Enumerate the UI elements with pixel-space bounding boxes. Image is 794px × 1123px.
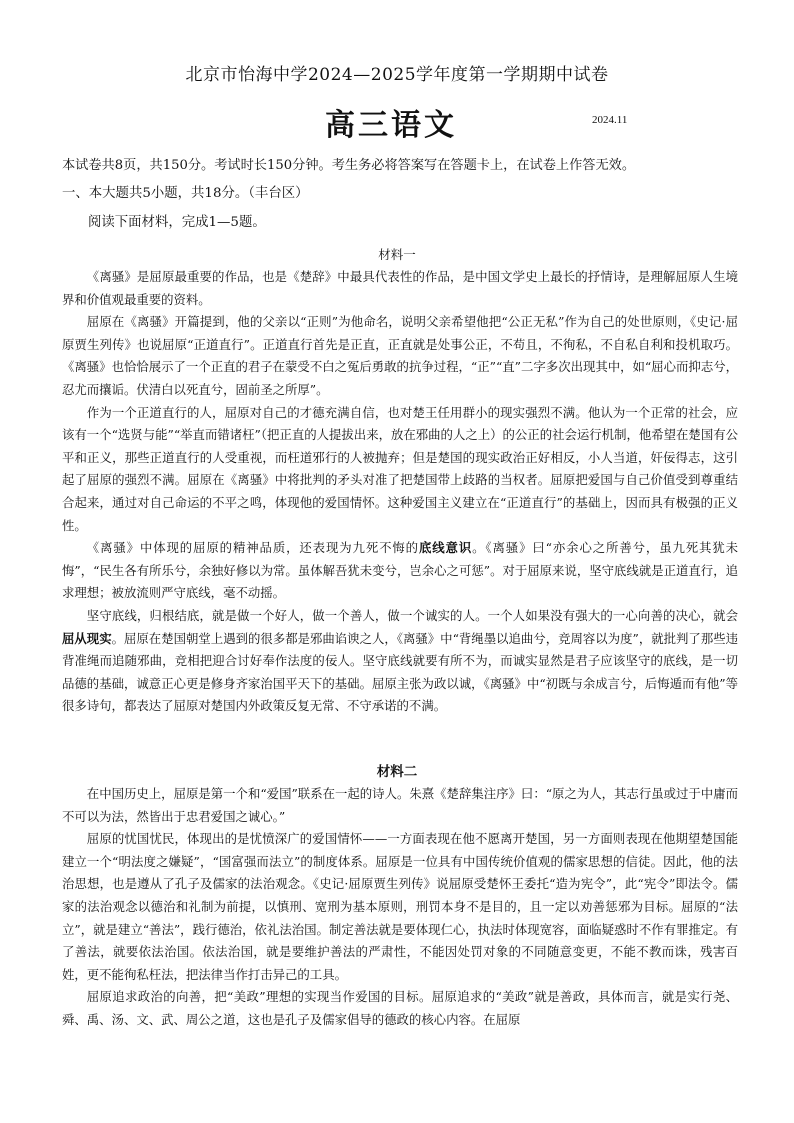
section-one-heading: 一、本大题共5小题，共18分。（丰台区） bbox=[62, 186, 309, 201]
reading-prompt: 阅读下面材料，完成1—5题。 bbox=[88, 215, 266, 230]
material-two-paragraph: 屈原的忧国忧民，体现出的是忧愤深广的爱国情怀——一方面表现在他不愿离开楚国，另一方面则表现在他期望楚国能建立一个“明法度之嫌疑”，“国富强而法立”的制度体系。屈原是一位具有中国传统价值观的儒家思想的信徒。因此，他的法治思想，也是遵从了孔子及儒家的法治观念。《史记·屈原贾生列传》说屈原受楚怀王委托“造为宪令”，此“宪令”即法令。儒家的法治观念以德治和礼制为前提，以慎刑、宽刑为基本原则，刑罚本身不是目的，且一定以劝善惩邪为目标。屈原的“法立”，就是建立“善法”，践行德治，依礼法治国。制定善法就是要体现仁心，执法时体现宽容，面临疑惑时不作有罪推定。有了善法，就要依法治国。依法治国，就是要维护善法的严肃性，不能因处罚对象的不同随意变更，不能不教而诛，残害百姓，更不能徇私枉法，把法律当作打击异己的工具。 bbox=[62, 831, 738, 982]
school-title: 北京市怡海中学2024—2025学年度第一学期期中试卷 bbox=[185, 65, 609, 85]
material-two-paragraph: 在中国历史上，屈原是第一个和“爱国”联系在一起的诗人。朱熹《楚辞集注序》曰：“原之为人，其志行虽或过于中庸而不可以为法，然皆出于忠君爱国之诚心。” bbox=[62, 786, 738, 824]
paragraph-text: 坚守底线，归根结底，就是做一个好人，做一个善人，做一个诚实的人。一个人如果没有强大的一心向善的决心，就会 bbox=[86, 607, 738, 623]
material-one-heading: 材料一 bbox=[378, 247, 416, 262]
material-one-body bbox=[62, 266, 738, 718]
material-one-paragraph: 屈原在《离骚》开篇提到，他的父亲以“正则”为他命名，说明父亲希望他把“公正无私”作为自己的处世原则，《史记·屈原贾生列传》也说屈原“正道直行”。正道直行首先是正直，正直就是处事公正，不苟且，不徇私，不自私自利和投机取巧。《离骚》也恰恰展示了一个正直的君子在蒙受不白之冤后勇敢的抗争过程，“正”“直”二字多次出现其中，如“屈心而抑志兮，忍尤而攘诟。伏清白以死直兮，固前圣之所厚”。 bbox=[62, 314, 738, 397]
material-one-paragraph: 《离骚》是屈原最重要的作品，也是《楚辞》中最具代表性的作品，是中国文学史上最长的抒情诗，是理解屈原人生境界和价值观最重要的资料。 bbox=[62, 269, 738, 307]
exam-date: 2024.11 bbox=[592, 114, 628, 126]
paragraph-text: 。《离骚》曰“亦余心之所善兮，虽九死其犹未悔”，“民生各有所乐兮，余独好修以为常。虽体解吾犹未变兮，岂余心之可惩”。对于屈原来说，坚守底线就是正道直行，追求理想；被放流则严守底线，毫不动摇。 bbox=[62, 540, 739, 601]
material-two-body bbox=[62, 783, 738, 1032]
material-two-heading: 材料二 bbox=[376, 764, 418, 780]
paragraph-text: 。屈原在楚国朝堂上遇到的很多都是邪曲谄谀之人，《离骚》中“背绳墨以追曲兮，竞周容以为度”，就批判了那些违背准绳而追随邪曲，竞相把迎合讨好奉作法度的佞人。坚守底线就要有所不为，而诚实显然是君子应该坚守的底线，是一切品德的基础，诚意正心更是修身齐家治国平天下的基础。屈原主张为政以诚，《离骚》中“初既与余成言兮，后悔遁而有他”等很多诗句，都表达了屈原对楚国内外政策反复无常、不守承诺的不满。 bbox=[62, 630, 739, 714]
emphasized-term: 底线意识 bbox=[418, 540, 473, 556]
exam-instructions: 本试卷共8页，共150分。考试时长150分钟。考生务必将答案写在答题卡上，在试卷上作答无效。 bbox=[62, 158, 636, 173]
material-one-paragraph bbox=[62, 537, 738, 605]
material-two-paragraph: 屈原追求政治的向善，把“美政”理想的实现当作爱国的目标。屈原追求的“美政”就是善政，具体而言，就是实行尧、舜、禹、汤、文、武、周公之道，这也是孔子及儒家倡导的德政的核心内容。在屈原 bbox=[62, 989, 738, 1027]
material-one-paragraph bbox=[62, 605, 738, 718]
exam-title: 高三语文 bbox=[325, 108, 457, 143]
paragraph-text: 《离骚》中体现的屈原的精神品质，还表现为九死不悔的 bbox=[86, 540, 419, 556]
material-one-paragraph: 作为一个正道直行的人，屈原对自己的才德充满自信，也对楚王任用群小的现实强烈不满。他认为一个正常的社会，应该有一个“选贤与能”“举直而错诸枉”（把正直的人提拔出来，放在邪曲的人之上）的公正的社会运行机制，他希望在楚国有公平和正义，那些正道直行的人受重视，而枉道邪行的人被抛弃；但是楚国的现实政治正好相反，小人当道，奸佞得志，这引起了屈原的强烈不满。屈原在《离骚》中将批判的矛头对准了把楚国带上歧路的当权者。屈原把爱国与自己价值受到尊重结合起来，通过对自己命运的不平之鸣，体现他的爱国情怀。这种爱国主义建立在“正道直行”的基础上，因而具有极强的正义性。 bbox=[62, 404, 738, 533]
emphasized-term: 屈从现实 bbox=[62, 630, 112, 646]
